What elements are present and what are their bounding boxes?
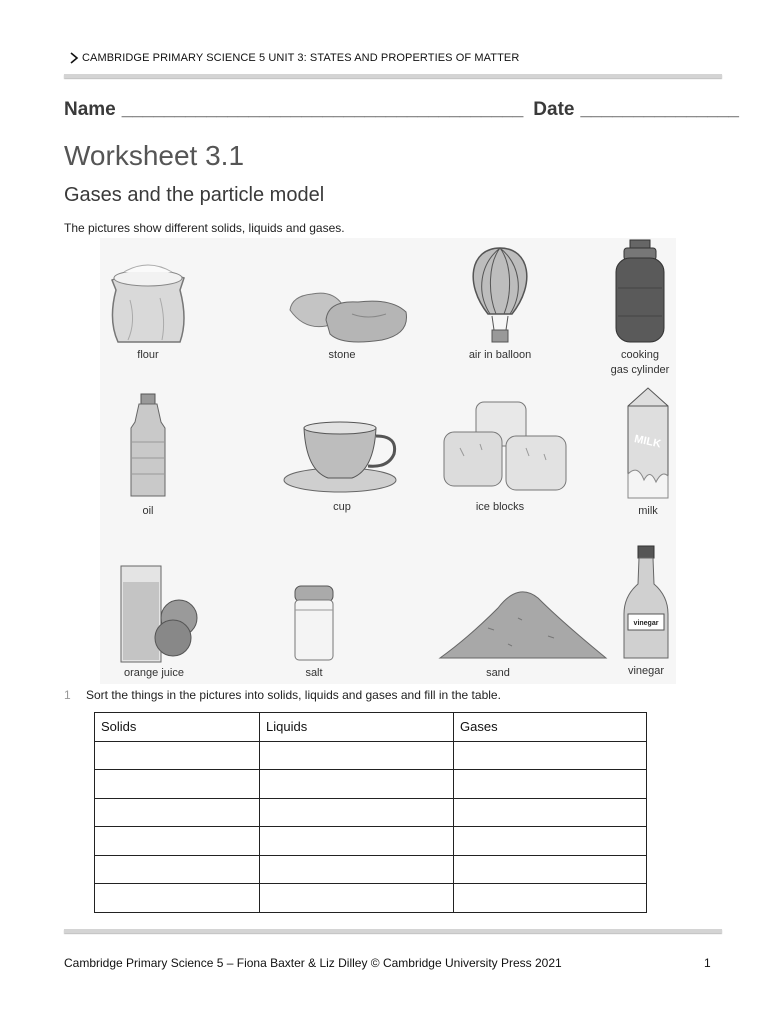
picture-orange-juice [94,564,214,681]
caption-vinegar: vinegar [627,665,665,677]
sand-pile-icon [438,578,608,664]
header-liquids: Liquids [260,713,454,742]
picture-stone [282,260,402,363]
footer-text: Cambridge Primary Science 5 – Fiona Baxter & Liz Dilley © Cambridge University Press 2021 [64,956,562,970]
flour-sack-icon [100,260,196,346]
cup-icon [282,414,406,498]
gas-cylinder-icon [610,238,670,346]
table-row [95,884,647,913]
date-label: Date [533,99,575,120]
stone-icon [282,260,412,346]
sorting-table [94,712,647,913]
table-cell[interactable] [260,884,454,913]
header-gases: Gases [454,713,647,742]
table-row [95,827,647,856]
caption-oil: oil [142,505,154,517]
running-header [68,52,519,64]
caption-stone: stone [328,349,356,361]
caption-flour: flour [137,349,159,361]
caption-milk: milk [638,505,658,517]
caption-cup: cup [333,501,351,513]
table-row [95,741,647,770]
table-cell[interactable] [260,741,454,770]
name-blank[interactable]: ______________________________________ [121,99,524,120]
picture-air-in-balloon [440,244,560,363]
picture-cooking-gas-cylinder [580,238,700,378]
table-cell[interactable] [454,798,647,827]
picture-ice-blocks [440,398,560,515]
picture-oil [88,392,208,519]
oil-bottle-icon [123,392,173,502]
table-cell[interactable] [454,855,647,884]
caption-orange-juice: orange juice [124,667,184,679]
table-row [95,770,647,799]
table-cell[interactable] [260,798,454,827]
question-1 [64,688,501,702]
milk-carton-text: MILK [633,433,662,451]
table-cell[interactable] [454,770,647,799]
table-cell[interactable] [95,741,260,770]
question-text: Sort the things in the pictures into solids, liquids and gases and fill in the table. [86,688,501,702]
worksheet-title: Worksheet 3.1 [64,140,245,171]
picture-milk [588,384,708,519]
table-cell[interactable] [260,827,454,856]
table-header-row [95,713,647,742]
caption-cooking-gas-line2: gas cylinder [610,364,670,376]
table-cell[interactable] [454,884,647,913]
caption-salt: salt [305,667,323,679]
table-row [95,855,647,884]
worksheet-subtitle: Gases and the particle model [64,184,325,206]
table-cell[interactable] [260,770,454,799]
picture-cup [282,414,402,515]
table-cell[interactable] [95,827,260,856]
picture-sand [438,578,558,681]
vinegar-bottle-icon [620,544,672,662]
page-number: 1 [704,956,711,970]
hot-air-balloon-icon [460,244,540,346]
header-solids: Solids [95,713,260,742]
picture-vinegar [586,544,706,679]
salt-shaker-icon [289,584,339,664]
header-divider [64,74,722,78]
table-cell[interactable] [95,884,260,913]
name-date-row [64,99,739,121]
caption-cooking-gas [580,348,700,378]
footer-divider [64,929,722,933]
table-cell[interactable] [95,855,260,884]
ice-blocks-icon [440,398,570,498]
caption-cooking-gas-line1: cooking [621,349,659,361]
table-cell[interactable] [454,827,647,856]
question-number: 1 [64,688,71,702]
caption-air-in-balloon: air in balloon [468,349,532,361]
table-cell[interactable] [260,855,454,884]
table-row [95,798,647,827]
pictures-panel [100,238,676,684]
picture-flour [88,260,208,363]
table-cell[interactable] [454,741,647,770]
chevron-right-icon [68,52,80,64]
picture-salt [254,584,374,681]
orange-juice-icon [99,564,209,664]
name-label: Name [64,99,116,120]
caption-sand: sand [486,667,510,679]
vinegar-label-text: vinegar [633,620,659,627]
date-blank[interactable]: _______________ [580,99,739,120]
table-cell[interactable] [95,770,260,799]
table-cell[interactable] [95,798,260,827]
milk-carton-icon [620,384,676,502]
running-header-text: CAMBRIDGE PRIMARY SCIENCE 5 UNIT 3: STATES AND PROPERTIES OF MATTER [82,52,520,64]
intro-text: The pictures show different solids, liquids and gases. [64,221,345,235]
caption-ice-blocks: ice blocks [475,501,525,513]
